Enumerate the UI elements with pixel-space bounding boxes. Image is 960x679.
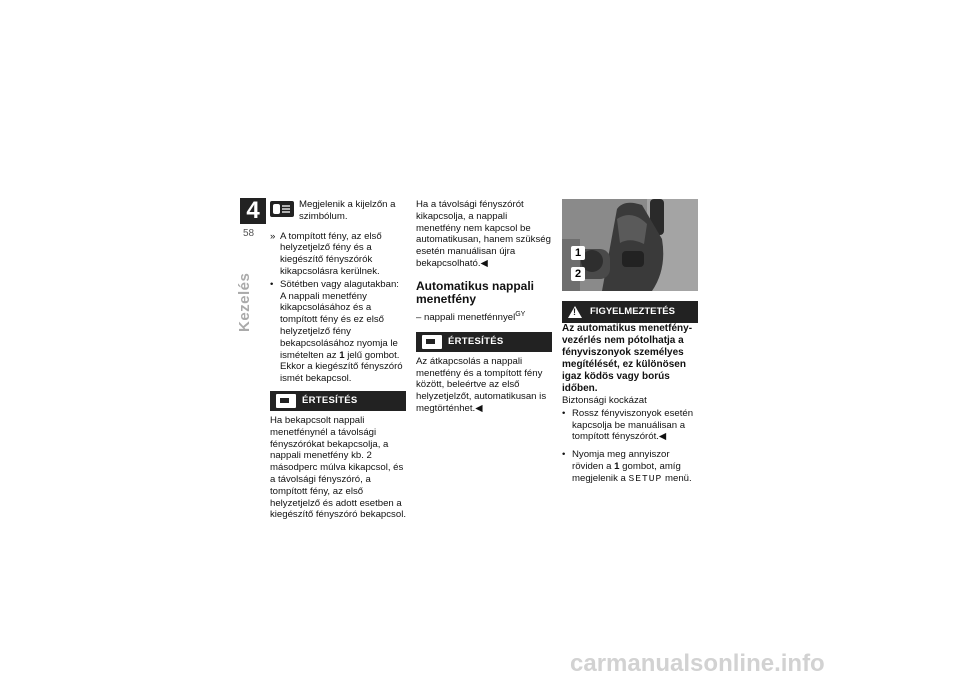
list-item: • Sötétben vagy alagutakban: A nappali menetfény kikapcsolásához és a tompított fény és ez első helyzetjelző fény bekapcsolásához nyomja le ismételten az 1 jelű gombot. Ekkor a kiegészítő fényszóró ismét bekapcsol. xyxy=(270,278,403,385)
equipment-line: – nappali menetfénnyel$^{GY}$ xyxy=(416,310,526,323)
risk-text: Biztonsági kockázat xyxy=(562,395,647,406)
chapter-number: 4 xyxy=(240,198,266,224)
column-3 xyxy=(562,301,698,485)
intro-paragraph: Ha a távolsági fényszórót kikapcsolja, a nappali menetfény nem kapcsol be automatikusan, hanem szükség esetén manuálisan újra bekapcsolható.◀ xyxy=(416,199,551,269)
column-1 xyxy=(270,199,406,521)
list-item: • Nyomja meg annyiszor röviden a 1 gombot, amíg megjelenik a SETUP menü. xyxy=(562,449,692,484)
list-item: • Rossz fényviszonyok esetén kapcsolja be manuálisan a tompított fényszórót.◀ xyxy=(562,407,694,443)
warning-text: Az automatikus menetfény-vezérlés nem pótolhatja a fényviszonyok személyes megítélését, ez különösen igaz ködös vagy borús időben. xyxy=(562,323,693,394)
callout-1: 1 xyxy=(571,246,585,260)
warning-header: ! FIGYELMEZTETÉS xyxy=(562,301,698,323)
column-2 xyxy=(416,199,552,415)
notice-text: Ha bekapcsolt nappali menetfénynél a távolsági fényszórókat bekapcsolja, a nappali menetfény kb. 2 másodperc múlva kikapcsol, és a távolsági fényszóró, a tompított fény, az első helyzetjelző és adott esetben a kiegészítő fényszóró bekapcsol. xyxy=(270,414,406,521)
daytime-light-icon xyxy=(270,201,294,217)
notice-icon xyxy=(422,335,442,349)
section-heading: Automatikus nappali menetfény xyxy=(416,278,535,307)
handlebar-switch-photo xyxy=(562,199,698,291)
notice-text: Az átkapcsolás a nappali menetfény és a tompított fény között, beleértve az első helyzetjelzőt, automatikusan is megtörténhet.◀ xyxy=(416,355,547,414)
symbol-caption: Megjelenik a kijelzőn a szimbólum. xyxy=(270,199,406,223)
list-item: » A tompított fény, az első helyzetjelző fény és a kiegészítő fényszórók kikapcsolásra kerülnek. xyxy=(270,230,382,277)
notice-header: ÉRTESÍTÉS xyxy=(270,391,406,411)
callout-2: 2 xyxy=(571,267,585,281)
page-number: 58 xyxy=(243,228,255,239)
section-side-label: Kezelés xyxy=(236,272,253,332)
watermark: carmanualsonline.info xyxy=(570,650,825,677)
notice-icon xyxy=(276,394,296,408)
notice-header: ÉRTESÍTÉS xyxy=(416,332,552,352)
warning-icon xyxy=(568,306,582,318)
